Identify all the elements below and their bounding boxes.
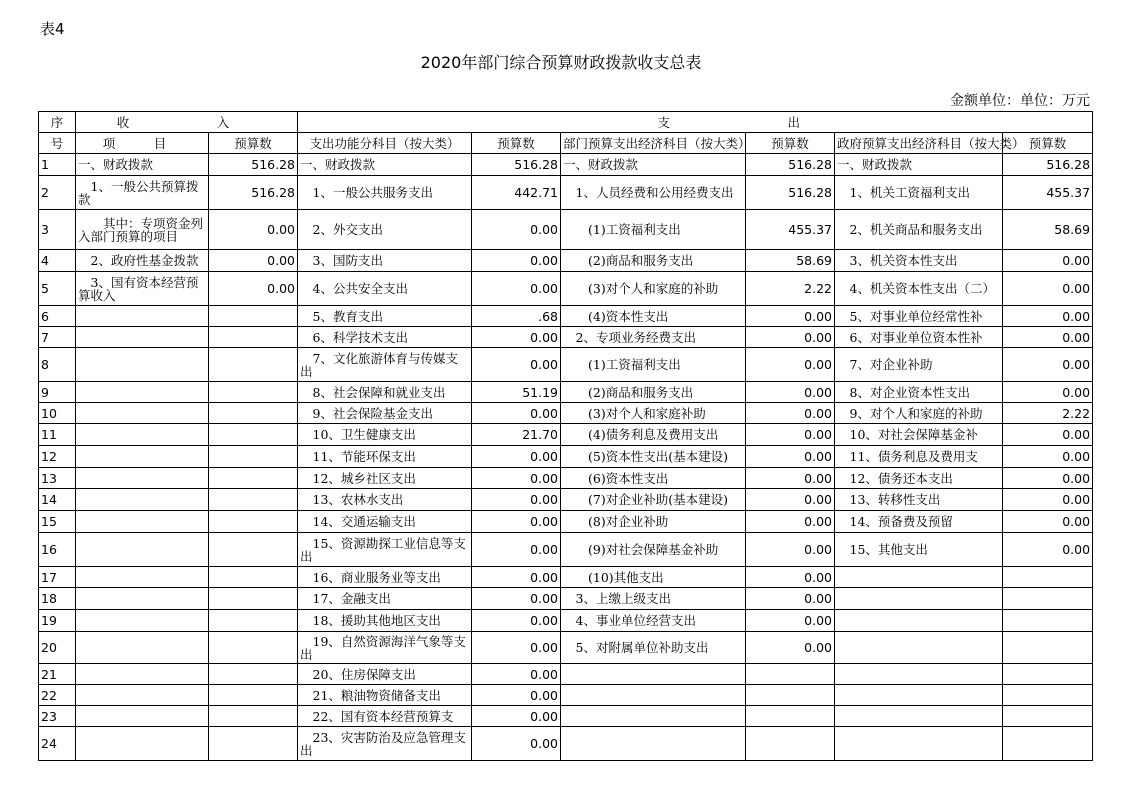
- dept-category: (8)对企业补助: [561, 511, 746, 533]
- func-amount: 0.00: [472, 632, 561, 664]
- row-seq: 7: [39, 327, 76, 348]
- seq-header-top: 序: [39, 112, 76, 133]
- dept-category: [561, 685, 746, 706]
- row-seq: 13: [39, 468, 76, 489]
- dept-amount: 0.00: [746, 511, 835, 533]
- row-seq: 2: [39, 176, 76, 210]
- income-item-header: [76, 133, 209, 154]
- income-amount: [209, 403, 298, 424]
- gov-category: [835, 610, 1003, 632]
- income-amount: 0.00: [209, 250, 298, 272]
- income-item: [76, 424, 209, 446]
- gov-amount: [1003, 567, 1093, 588]
- gov-category: 3、机关资本性支出: [835, 250, 1003, 272]
- dept-amount: 0.00: [746, 348, 835, 382]
- expense-group-label-a: 支: [657, 114, 670, 130]
- table-row: [39, 533, 1093, 567]
- income-amount: [209, 664, 298, 685]
- dept-amount: 0.00: [746, 489, 835, 511]
- gov-amount: 0.00: [1003, 489, 1093, 511]
- dept-amount: 0.00: [746, 446, 835, 468]
- table-row: [39, 327, 1093, 348]
- func-category: 15、资源勘探工业信息等支出: [298, 533, 472, 567]
- dept-category: [561, 706, 746, 727]
- income-item: [76, 489, 209, 511]
- gov-amount-header: 预算数: [1003, 133, 1093, 154]
- income-amount: [209, 685, 298, 706]
- func-category-header: 支出功能分科目（按大类）: [298, 133, 472, 154]
- row-seq: 3: [39, 210, 76, 250]
- row-seq: 21: [39, 664, 76, 685]
- func-category: 9、社会保险基金支出: [298, 403, 472, 424]
- func-amount: .68: [472, 306, 561, 327]
- seq-header-bottom: 号: [39, 133, 76, 154]
- func-category: 8、社会保障和就业支出: [298, 382, 472, 403]
- func-amount: 0.00: [472, 533, 561, 567]
- gov-category: [835, 588, 1003, 610]
- func-amount-header: 预算数: [472, 133, 561, 154]
- income-amount: [209, 489, 298, 511]
- func-amount: 0.00: [472, 727, 561, 761]
- func-category: 一、财政拨款: [298, 154, 472, 176]
- func-amount: 21.70: [472, 424, 561, 446]
- dept-category: 4、事业单位经营支出: [561, 610, 746, 632]
- gov-category: [835, 727, 1003, 761]
- income-amount: [209, 348, 298, 382]
- gov-category: 6、对事业单位资本性补: [835, 327, 1003, 348]
- func-amount: 0.00: [472, 706, 561, 727]
- dept-category: 一、财政拨款: [561, 154, 746, 176]
- income-item: [76, 533, 209, 567]
- header-row-columns: [39, 133, 1093, 154]
- gov-amount: [1003, 588, 1093, 610]
- dept-amount: 0.00: [746, 588, 835, 610]
- gov-category: 9、对个人和家庭的补助: [835, 403, 1003, 424]
- func-category: 18、援助其他地区支出: [298, 610, 472, 632]
- row-seq: 15: [39, 511, 76, 533]
- table-row: [39, 424, 1093, 446]
- income-item: [76, 706, 209, 727]
- func-category: 22、国有资本经营预算支: [298, 706, 472, 727]
- gov-category: [835, 567, 1003, 588]
- table-row: [39, 382, 1093, 403]
- table-row: [39, 567, 1093, 588]
- income-item: [76, 567, 209, 588]
- sheet-label: 表4: [40, 20, 65, 38]
- gov-category: 8、对企业资本性支出: [835, 382, 1003, 403]
- row-seq: 12: [39, 446, 76, 468]
- func-amount: 0.00: [472, 250, 561, 272]
- func-amount: 0.00: [472, 664, 561, 685]
- table-row: [39, 706, 1093, 727]
- func-amount: 0.00: [472, 511, 561, 533]
- income-item: [76, 727, 209, 761]
- dept-amount: 0.00: [746, 424, 835, 446]
- dept-amount: [746, 706, 835, 727]
- gov-amount: [1003, 632, 1093, 664]
- gov-amount: 0.00: [1003, 424, 1093, 446]
- dept-amount: 0.00: [746, 327, 835, 348]
- table-row: [39, 468, 1093, 489]
- gov-category: 13、转移性支出: [835, 489, 1003, 511]
- dept-category: (3)对个人和家庭补助: [561, 403, 746, 424]
- func-category: 4、公共安全支出: [298, 272, 472, 306]
- row-seq: 6: [39, 306, 76, 327]
- income-amount: [209, 511, 298, 533]
- func-amount: 516.28: [472, 154, 561, 176]
- income-item: [76, 468, 209, 489]
- income-item: 其中：专项资金列入部门预算的项目: [76, 210, 209, 250]
- table-row: [39, 727, 1093, 761]
- table-row: [39, 154, 1093, 176]
- expense-group-header: [298, 112, 1093, 133]
- gov-category: [835, 685, 1003, 706]
- gov-amount: 455.37: [1003, 176, 1093, 210]
- income-item-header-a: 项: [102, 135, 116, 151]
- dept-category: 1、人员经费和公用经费支出: [561, 176, 746, 210]
- func-category: 11、节能环保支出: [298, 446, 472, 468]
- row-seq: 9: [39, 382, 76, 403]
- table-row: [39, 446, 1093, 468]
- table-row: [39, 685, 1093, 706]
- income-amount: [209, 327, 298, 348]
- table-row: [39, 588, 1093, 610]
- func-category: 12、城乡社区支出: [298, 468, 472, 489]
- gov-amount: [1003, 610, 1093, 632]
- gov-category: 14、预备费及预留: [835, 511, 1003, 533]
- dept-category: (7)对企业补助(基本建设): [561, 489, 746, 511]
- gov-category: [835, 632, 1003, 664]
- gov-amount: 0.00: [1003, 468, 1093, 489]
- table-row: [39, 176, 1093, 210]
- table-row: [39, 610, 1093, 632]
- income-item: 3、国有资本经营预算收入: [76, 272, 209, 306]
- row-seq: 24: [39, 727, 76, 761]
- func-amount: 0.00: [472, 468, 561, 489]
- dept-amount: 0.00: [746, 567, 835, 588]
- func-category: 3、国防支出: [298, 250, 472, 272]
- income-item: [76, 446, 209, 468]
- income-amount: 0.00: [209, 272, 298, 306]
- table-row: [39, 403, 1093, 424]
- gov-amount: 2.22: [1003, 403, 1093, 424]
- income-item: [76, 403, 209, 424]
- func-category: 1、一般公共服务支出: [298, 176, 472, 210]
- gov-category: 10、对社会保障基金补: [835, 424, 1003, 446]
- amount-unit-label: 金额单位：单位：万元: [950, 93, 1090, 109]
- gov-category: 11、债务利息及费用支: [835, 446, 1003, 468]
- table-row: [39, 272, 1093, 306]
- gov-amount: 0.00: [1003, 348, 1093, 382]
- dept-category: 3、上缴上级支出: [561, 588, 746, 610]
- header-row-group: [39, 112, 1093, 133]
- income-group-label-a: 收: [116, 114, 130, 130]
- row-seq: 23: [39, 706, 76, 727]
- income-amount: [209, 382, 298, 403]
- table-row: [39, 250, 1093, 272]
- income-amount: [209, 424, 298, 446]
- func-amount: 0.00: [472, 588, 561, 610]
- income-amount: [209, 446, 298, 468]
- func-category: 20、住房保障支出: [298, 664, 472, 685]
- gov-category: 5、对事业单位经常性补: [835, 306, 1003, 327]
- func-amount: 442.71: [472, 176, 561, 210]
- dept-category: (1)工资福利支出: [561, 210, 746, 250]
- gov-amount: 58.69: [1003, 210, 1093, 250]
- income-item: [76, 348, 209, 382]
- gov-amount: [1003, 685, 1093, 706]
- table-row: [39, 210, 1093, 250]
- func-category: 19、自然资源海洋气象等支出: [298, 632, 472, 664]
- dept-category: (4)债务利息及费用支出: [561, 424, 746, 446]
- income-amount: 516.28: [209, 176, 298, 210]
- gov-category: 4、机关资本性支出（二）: [835, 272, 1003, 306]
- table-row: [39, 664, 1093, 685]
- dept-amount: 0.00: [746, 382, 835, 403]
- gov-category: 一、财政拨款: [835, 154, 1003, 176]
- row-seq: 10: [39, 403, 76, 424]
- func-category: 10、卫生健康支出: [298, 424, 472, 446]
- gov-amount: 0.00: [1003, 250, 1093, 272]
- gov-amount: 0.00: [1003, 306, 1093, 327]
- func-amount: 0.00: [472, 348, 561, 382]
- dept-category: (6)资本性支出: [561, 468, 746, 489]
- func-category: 5、教育支出: [298, 306, 472, 327]
- func-amount: 0.00: [472, 446, 561, 468]
- func-amount: 0.00: [472, 210, 561, 250]
- func-category: 16、商业服务业等支出: [298, 567, 472, 588]
- table-row: [39, 489, 1093, 511]
- dept-category: (5)资本性支出(基本建设): [561, 446, 746, 468]
- dept-amount: 0.00: [746, 403, 835, 424]
- dept-category: (1)工资福利支出: [561, 348, 746, 382]
- dept-category: (4)资本性支出: [561, 306, 746, 327]
- table-row: [39, 511, 1093, 533]
- row-seq: 19: [39, 610, 76, 632]
- func-amount: 51.19: [472, 382, 561, 403]
- income-amount: [209, 567, 298, 588]
- func-amount: 0.00: [472, 610, 561, 632]
- dept-amount: [746, 664, 835, 685]
- gov-category: [835, 664, 1003, 685]
- income-item: [76, 685, 209, 706]
- row-seq: 4: [39, 250, 76, 272]
- func-category: 14、交通运输支出: [298, 511, 472, 533]
- func-amount: 0.00: [472, 327, 561, 348]
- dept-category: (3)对个人和家庭的补助: [561, 272, 746, 306]
- dept-category: (10)其他支出: [561, 567, 746, 588]
- dept-category: (9)对社会保障基金补助: [561, 533, 746, 567]
- dept-amount: 58.69: [746, 250, 835, 272]
- row-seq: 5: [39, 272, 76, 306]
- row-seq: 20: [39, 632, 76, 664]
- func-category: 21、粮油物资储备支出: [298, 685, 472, 706]
- income-item: [76, 632, 209, 664]
- func-category: 13、农林水支出: [298, 489, 472, 511]
- dept-category-header: 部门预算支出经济科目（按大类）: [561, 133, 746, 154]
- income-item: [76, 511, 209, 533]
- row-seq: 11: [39, 424, 76, 446]
- income-item: [76, 664, 209, 685]
- income-amount: [209, 610, 298, 632]
- gov-category: 7、对企业补助: [835, 348, 1003, 382]
- dept-amount: [746, 727, 835, 761]
- dept-amount: 455.37: [746, 210, 835, 250]
- dept-amount: 0.00: [746, 632, 835, 664]
- income-item: [76, 382, 209, 403]
- func-amount: 0.00: [472, 272, 561, 306]
- income-item: 2、政府性基金拨款: [76, 250, 209, 272]
- row-seq: 8: [39, 348, 76, 382]
- income-amount: 0.00: [209, 210, 298, 250]
- page-title: 2020年部门综合预算财政拨款收支总表: [420, 53, 702, 72]
- gov-category-header: 政府预算支出经济科目（按大类）: [835, 133, 1003, 154]
- func-category: 6、科学技术支出: [298, 327, 472, 348]
- gov-amount: [1003, 706, 1093, 727]
- income-group-header: [76, 112, 298, 133]
- income-group-label-b: 入: [216, 114, 230, 130]
- income-amount: 516.28: [209, 154, 298, 176]
- dept-amount: 0.00: [746, 533, 835, 567]
- income-item: [76, 610, 209, 632]
- dept-category: (2)商品和服务支出: [561, 250, 746, 272]
- dept-category: [561, 727, 746, 761]
- gov-amount: 0.00: [1003, 511, 1093, 533]
- gov-amount: 0.00: [1003, 327, 1093, 348]
- row-seq: 16: [39, 533, 76, 567]
- income-item: [76, 327, 209, 348]
- func-amount: 0.00: [472, 489, 561, 511]
- row-seq: 14: [39, 489, 76, 511]
- func-category: 2、外交支出: [298, 210, 472, 250]
- gov-amount: 0.00: [1003, 382, 1093, 403]
- func-amount: 0.00: [472, 567, 561, 588]
- income-item: [76, 588, 209, 610]
- dept-amount: 516.28: [746, 176, 835, 210]
- row-seq: 18: [39, 588, 76, 610]
- budget-summary-table: [38, 111, 1093, 761]
- income-amount: [209, 588, 298, 610]
- func-category: 7、文化旅游体育与传媒支出: [298, 348, 472, 382]
- income-amount: [209, 727, 298, 761]
- dept-category: 5、对附属单位补助支出: [561, 632, 746, 664]
- gov-amount: 516.28: [1003, 154, 1093, 176]
- dept-category: (2)商品和服务支出: [561, 382, 746, 403]
- gov-amount: [1003, 727, 1093, 761]
- dept-amount: [746, 685, 835, 706]
- row-seq: 17: [39, 567, 76, 588]
- table-row: [39, 348, 1093, 382]
- gov-amount: 0.00: [1003, 533, 1093, 567]
- income-amount: [209, 632, 298, 664]
- income-item: 一、财政拨款: [76, 154, 209, 176]
- gov-amount: 0.00: [1003, 272, 1093, 306]
- gov-amount: 0.00: [1003, 446, 1093, 468]
- income-item: [76, 306, 209, 327]
- dept-category: [561, 664, 746, 685]
- table-row: [39, 632, 1093, 664]
- expense-group-label-b: 出: [787, 114, 800, 130]
- dept-amount: 0.00: [746, 468, 835, 489]
- row-seq: 1: [39, 154, 76, 176]
- gov-category: 1、机关工资福利支出: [835, 176, 1003, 210]
- income-item-header-b: 目: [153, 135, 167, 151]
- dept-amount: 0.00: [746, 610, 835, 632]
- gov-category: [835, 706, 1003, 727]
- income-amount: [209, 306, 298, 327]
- row-seq: 22: [39, 685, 76, 706]
- income-amount: [209, 706, 298, 727]
- gov-category: 12、债务还本支出: [835, 468, 1003, 489]
- gov-category: 15、其他支出: [835, 533, 1003, 567]
- dept-category: 2、专项业务经费支出: [561, 327, 746, 348]
- func-amount: 0.00: [472, 403, 561, 424]
- gov-category: 2、机关商品和服务支出: [835, 210, 1003, 250]
- income-amount-header: 预算数: [209, 133, 298, 154]
- gov-amount: [1003, 664, 1093, 685]
- func-category: 23、灾害防治及应急管理支出: [298, 727, 472, 761]
- func-amount: 0.00: [472, 685, 561, 706]
- func-category: 17、金融支出: [298, 588, 472, 610]
- dept-amount: 516.28: [746, 154, 835, 176]
- dept-amount-header: 预算数: [746, 133, 835, 154]
- income-item: 1、一般公共预算拨款: [76, 176, 209, 210]
- income-amount: [209, 468, 298, 489]
- table-row: [39, 306, 1093, 327]
- income-amount: [209, 533, 298, 567]
- dept-amount: 0.00: [746, 306, 835, 327]
- dept-amount: 2.22: [746, 272, 835, 306]
